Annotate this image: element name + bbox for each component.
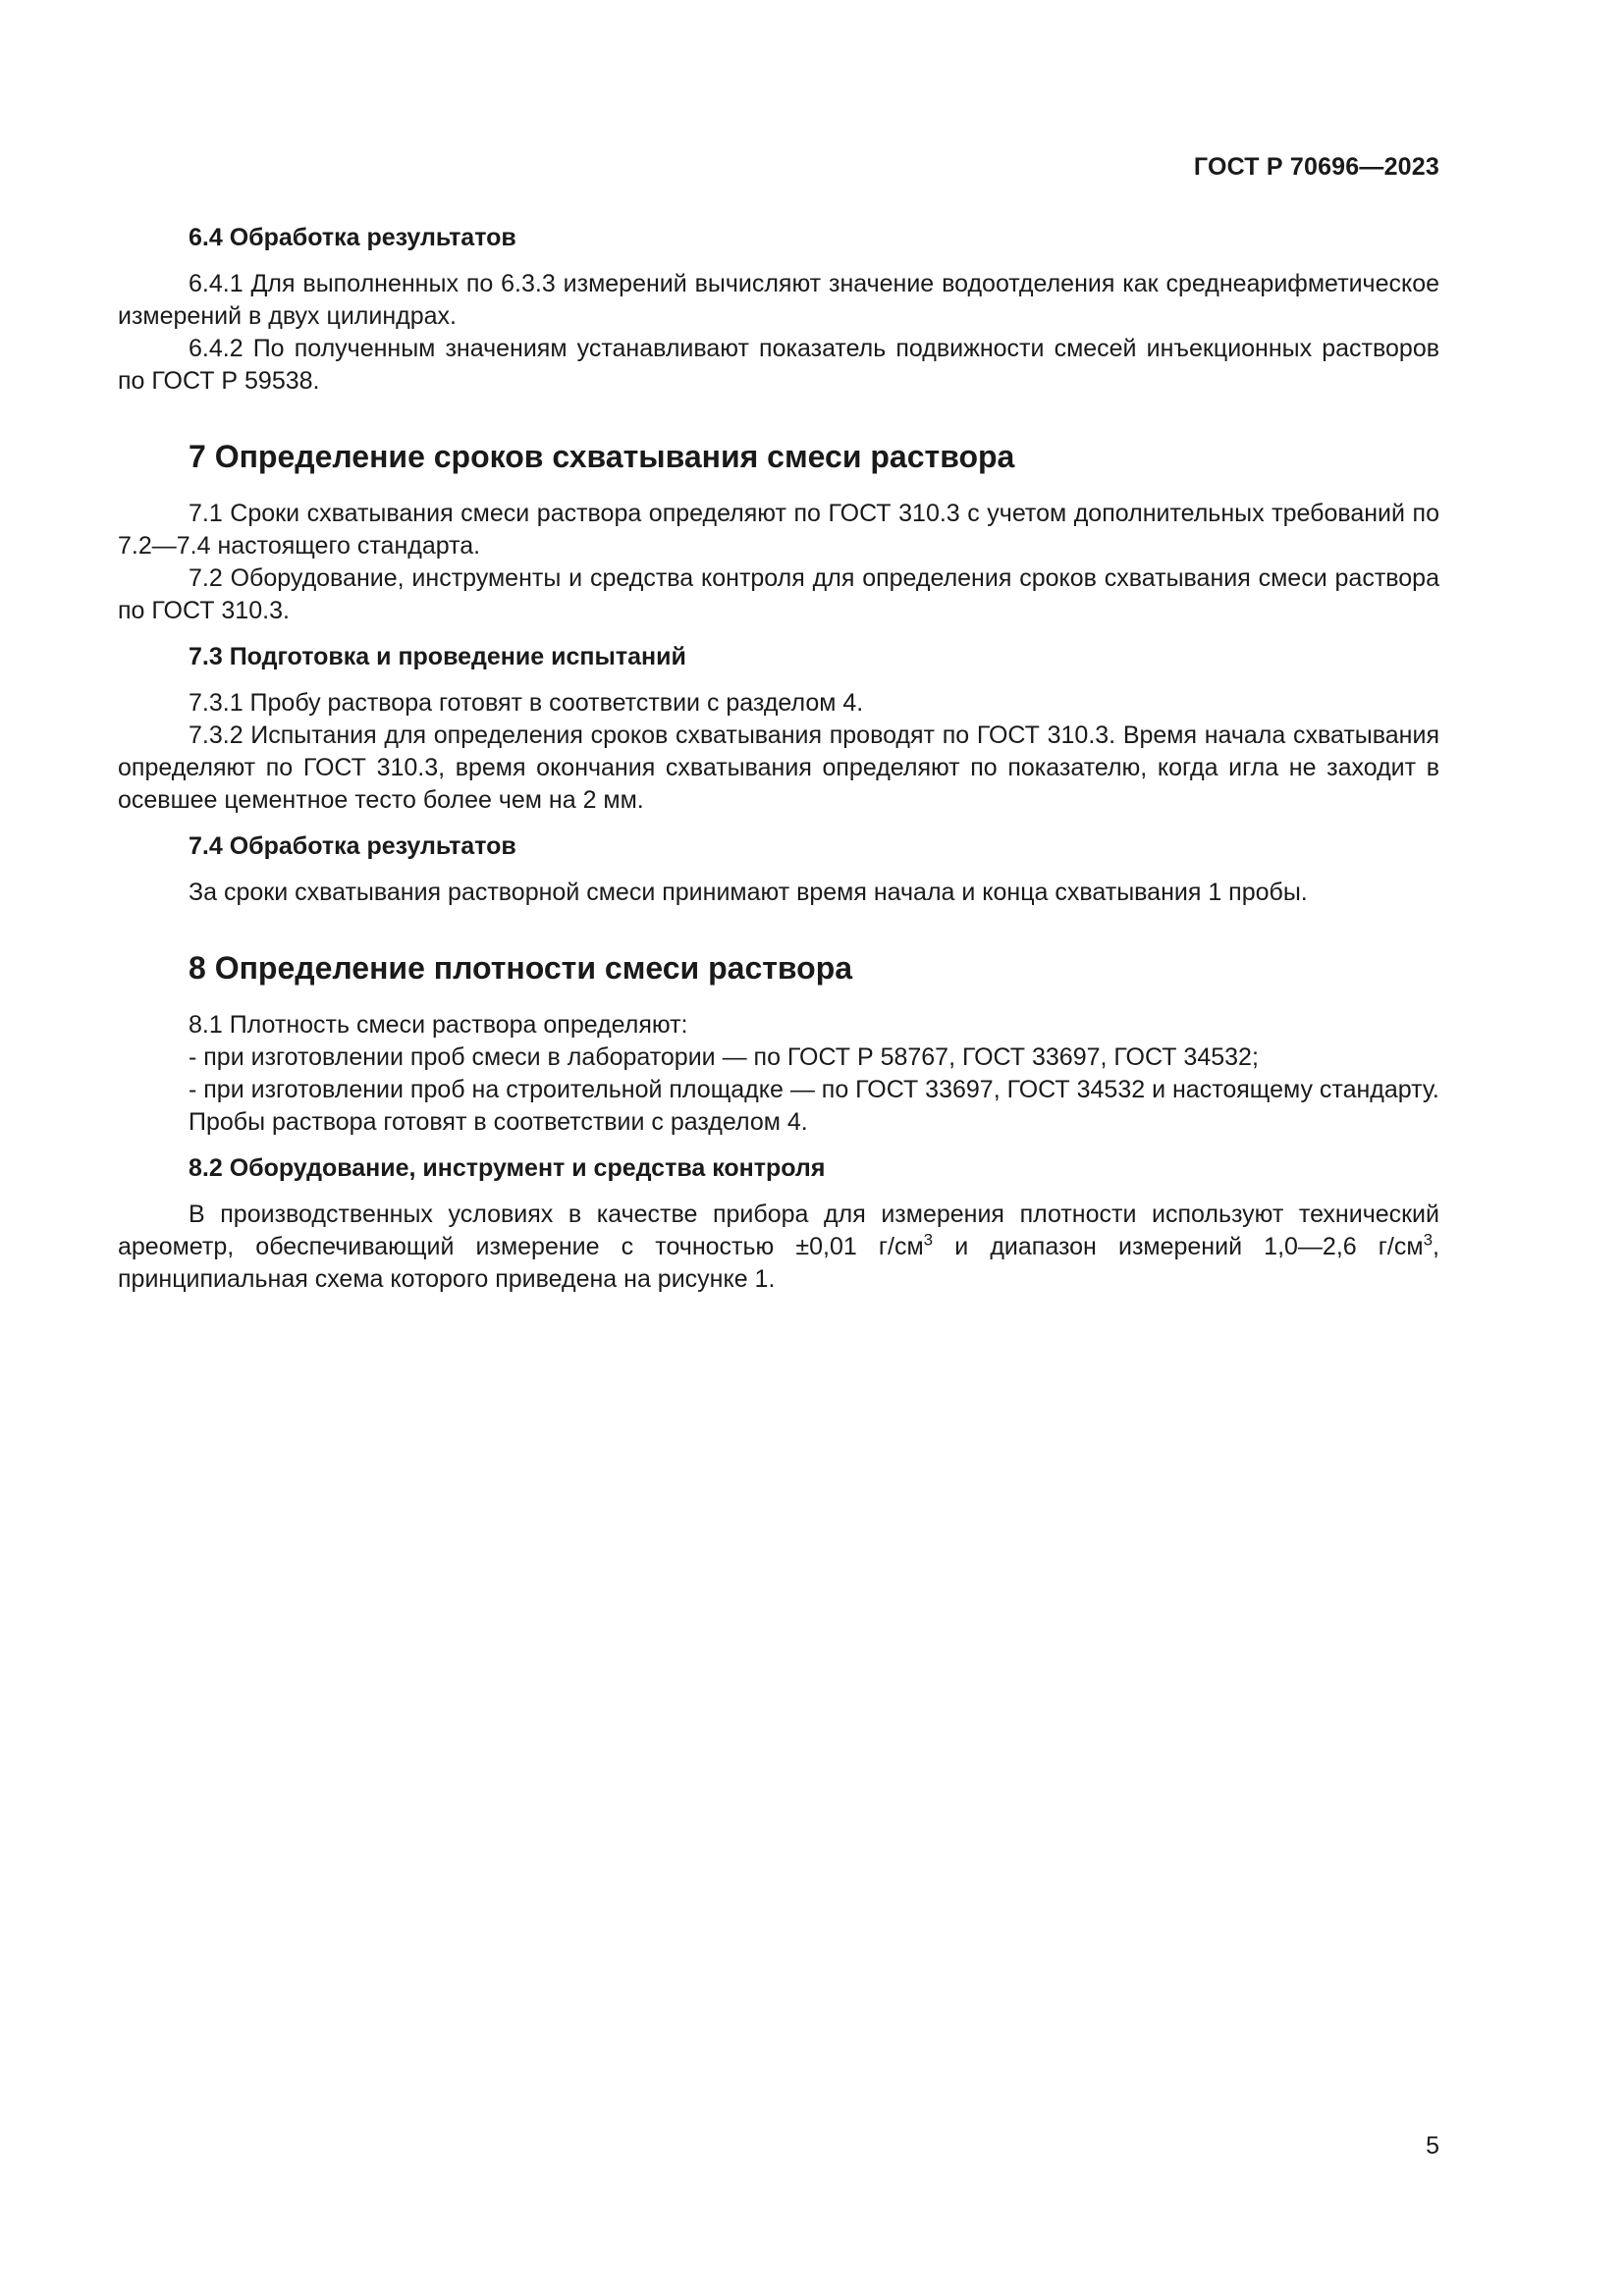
document-code: ГОСТ Р 70696—2023 [1193,153,1439,181]
paragraph-8-1: 8.1 Плотность смеси раствора определяют: [189,1011,688,1039]
page-number: 5 [1426,2132,1439,2160]
paragraph-6-4-1: 6.4.1 Для выполненных по 6.3.3 измерений вычисляют значение водоотделения как среднеарифметическое измерений в двух цилиндрах. [118,270,1439,330]
section-7-3-heading: 7.3 Подготовка и проведение испытаний [189,643,686,670]
section-7-heading: 7 Определение сроков схватывания смеси раствора [189,439,1015,474]
paragraph-7-3-2: 7.3.2 Испытания для определения сроков схватывания проводят по ГОСТ 310.3. Время начала схватывания определяют по ГОСТ 310.3, время окончания схватывания определяют по показателю, когда игла не заходит в осевшее цементное тесто более чем на 2 мм. [118,721,1439,814]
section-6-4-heading: 6.4 Обработка результатов [189,224,516,251]
paragraph-8-2-1 [118,1199,1439,1296]
superscript: 3 [923,1230,934,1250]
section-8-2-heading: 8.2 Оборудование, инструмент и средства контроля [189,1154,826,1182]
paragraph-6-4-2: 6.4.2 По полученным значениям устанавливают показатель подвижности смесей инъекционных растворов по ГОСТ Р 59538. [118,335,1439,395]
paragraph-7-4-1: За сроки схватывания растворной смеси принимают время начала и конца схватывания 1 пробы. [189,879,1308,906]
document-body [118,222,1439,1296]
text-run: В производственных условиях в качестве прибора для измерения плотности используют технический ареометр, обеспечивающий измерение с точностью ±0,01 г/см [118,1201,1439,1260]
text-run: , принципиальная схема которого приведена на рисунке 1. [118,1233,1439,1293]
superscript: 3 [1423,1230,1434,1250]
paragraph-8-1-samples: Пробы раствора готовят в соответствии с разделом 4. [189,1108,808,1136]
section-7-4-heading: 7.4 Обработка результатов [189,832,516,860]
paragraph-7-1: 7.1 Сроки схватывания смеси раствора определяют по ГОСТ 310.3 с учетом дополнительных требований по 7.2—7.4 настоящего стандарта. [118,500,1439,560]
paragraph-7-2: 7.2 Оборудование, инструменты и средства контроля для определения сроков схватывания смеси раствора по ГОСТ 310.3. [118,564,1439,624]
section-8-heading: 8 Определение плотности смеси раствора [189,950,853,986]
paragraph-7-3-1: 7.3.1 Пробу раствора готовят в соответствии с разделом 4. [189,689,864,717]
list-item-laboratory: - при изготовлении проб смеси в лаборатории — по ГОСТ Р 58767, ГОСТ 33697, ГОСТ 34532; [189,1043,1259,1071]
text-run: и диапазон измерений 1,0—2,6 г/см [933,1233,1424,1260]
list-item-construction-site: - при изготовлении проб на строительной площадке — по ГОСТ 33697, ГОСТ 34532 и настоящему стандарту. [189,1076,1439,1103]
